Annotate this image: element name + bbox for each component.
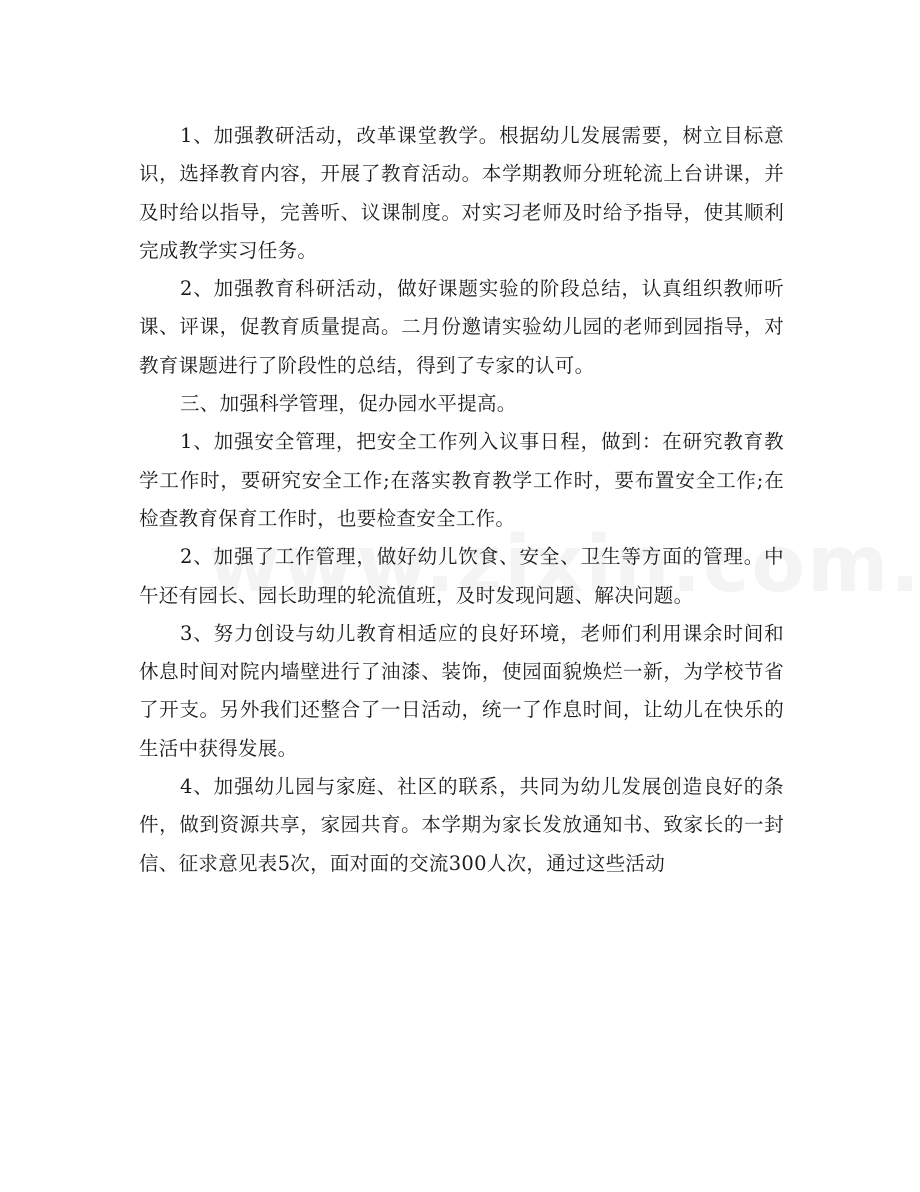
section-heading-management: 三、加强科学管理，促办园水平提高。 — [180, 392, 517, 416]
paragraph-work-management: 2、加强了工作管理，做好幼儿饮食、安全、卫生等方面的管理。中午还有园长、园长助理的轮流值班，及时发现问题、解决问题。 — [139, 545, 784, 607]
paragraph-family-community: 4、加强幼儿园与家庭、社区的联系，共同为幼儿发展创造良好的条件，做到资源共享，家园共育。本学期为家长发放通知书、致家长的一封信、征求意见表5次，面对面的交流300人次，通过这些活动 — [139, 775, 784, 875]
paragraph-safety-management: 1、加强安全管理，把安全工作列入议事日程，做到：在研究教育教学工作时，要研究安全工作;在落实教育教学工作时，要布置安全工作;在检查教育保育工作时，也要检查安全工作。 — [139, 430, 784, 530]
paragraph-environment: 3、努力创设与幼儿教育相适应的良好环境，老师们利用课余时间和休息时间对院内墙壁进行了油漆、装饰，使园面貌焕烂一新，为学校节省了开支。另外我们还整合了一日活动，统一了作息时间，让幼儿在快乐的生活中获得发展。 — [139, 621, 784, 760]
paragraph-education-research: 2、加强教育科研活动，做好课题实验的阶段总结，认真组织教师听课、评课，促教育质量提高。二月份邀请实验幼儿园的老师到园指导，对教育课题进行了阶段性的总结，得到了专家的认可。 — [139, 277, 784, 377]
paragraph-teaching-research: 1、加强教研活动，改革课堂教学。根据幼儿发展需要，树立目标意识，选择教育内容，开展了教育活动。本学期教师分班轮流上台讲课，并及时给以指导，完善听、议课制度。对实习老师及时给予指导，使其顺利完成教学实习任务。 — [139, 124, 784, 262]
document-body — [139, 117, 784, 883]
